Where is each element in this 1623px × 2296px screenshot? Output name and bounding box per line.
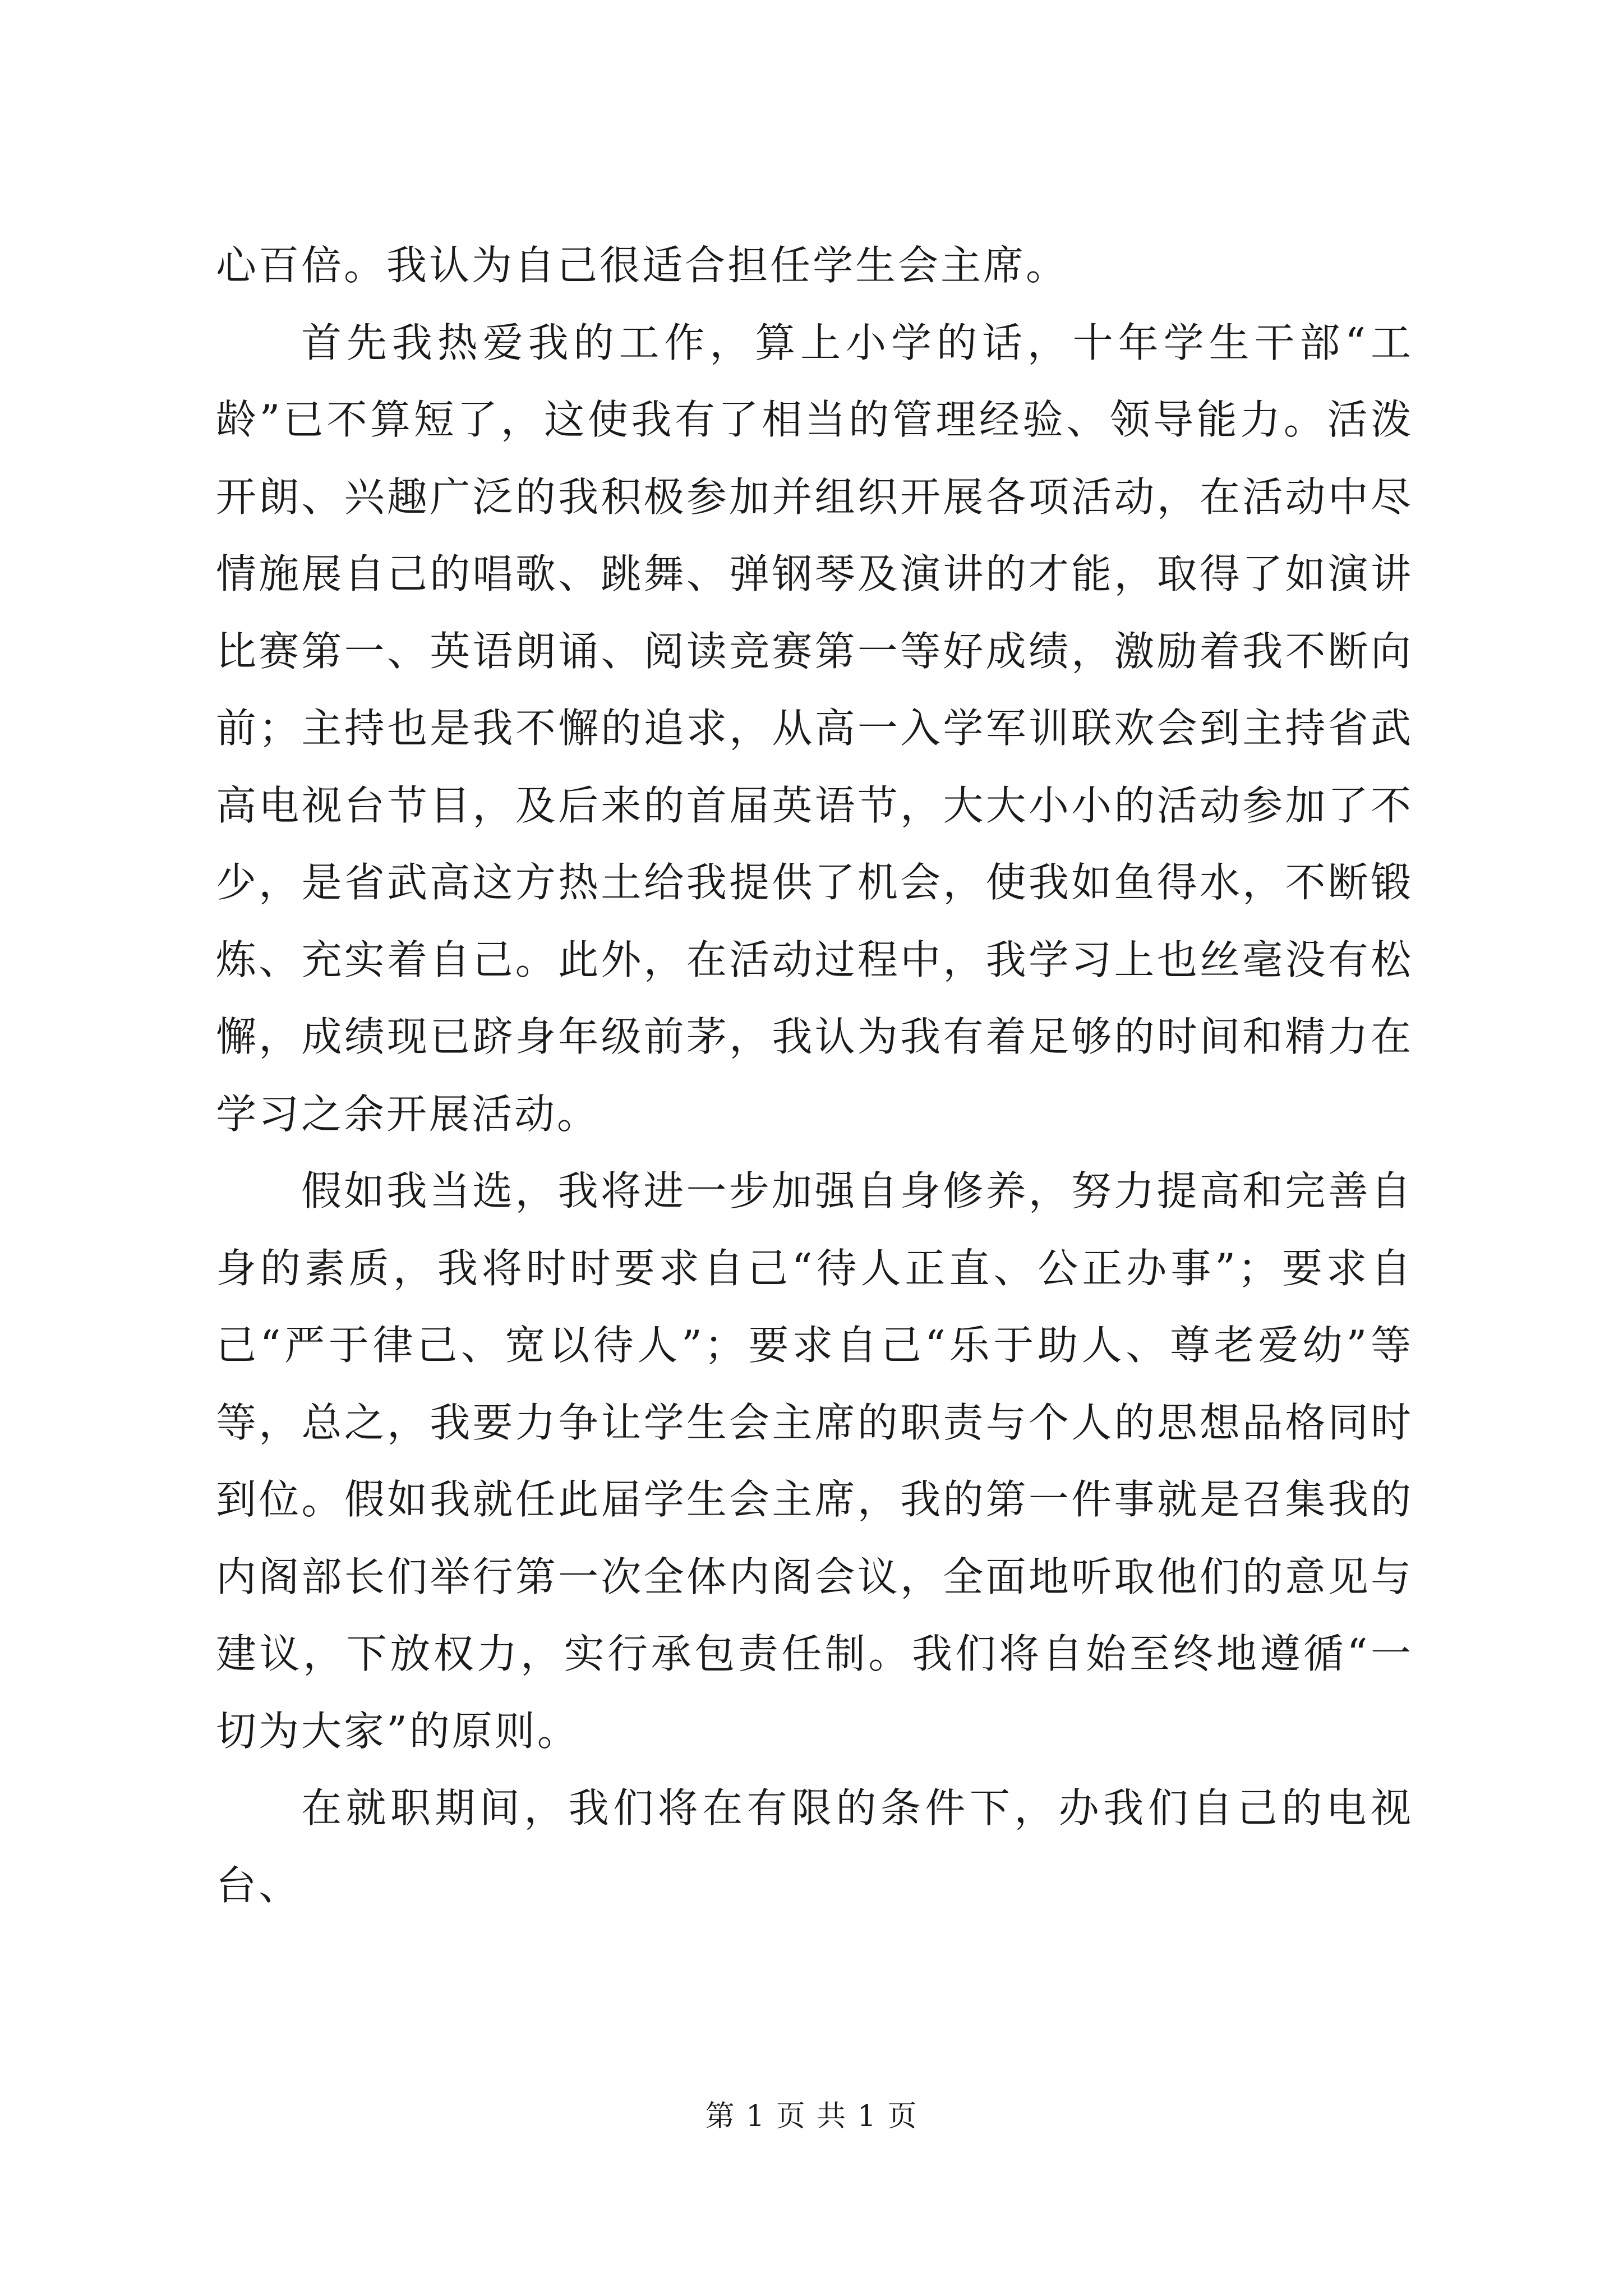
page-number-footer: 第 1 页 共 1 页 <box>705 2100 918 2133</box>
paragraph-qualifications: 首先我热爱我的工作，算上小学的话，十年学生干部“工龄”已不算短了，这使我有了相当的管理经验、领导能力。活泼开朗、兴趣广泛的我积极参加并组织开展各项活动，在活动中尽情施展自己的唱歌、跳舞、弹钢琴及演讲的才能，取得了如演讲比赛第一、英语朗诵、阅读竞赛第一等好成绩，激励着我不断向前；主持也是我不懈的追求，从高一入学军训联欢会到主持省武高电视台节目，及后来的首届英语节，大大小小的活动参加了不少，是省武高这方热土给我提供了机会，使我如鱼得水，不断锻炼、充实着自己。此外，在活动过程中，我学习上也丝毫没有松懈，成绩现已跻身年级前茅，我认为我有着足够的时间和精力在学习之余开展活动。 <box>216 319 1413 1138</box>
paragraph-continuation: 心百倍。我认为自己很适合担任学生会主席。 <box>216 242 1069 289</box>
paragraph-if-elected: 假如我当选，我将进一步加强自身修养，努力提高和完善自身的素质，我将时时要求自己“待人正直、公正办事”；要求自己“严于律己、宽以待人”；要求自己“乐于助人、尊老爱幼”等等，总之，我要力争让学生会主席的职责与个人的思想品格同时到位。假如我就任此届学生会主席，我的第一件事就是召集我的内阁部长们举行第一次全体内阁会议，全面地听取他们的意见与建议，下放权力，实行承包责任制。我们将自始至终地遵循“一切为大家”的原则。 <box>216 1167 1413 1755</box>
document-body <box>216 227 1413 1924</box>
paragraph-during-term: 在就职期间，我们将在有限的条件下，办我们自己的电视台、 <box>216 1784 1413 1909</box>
